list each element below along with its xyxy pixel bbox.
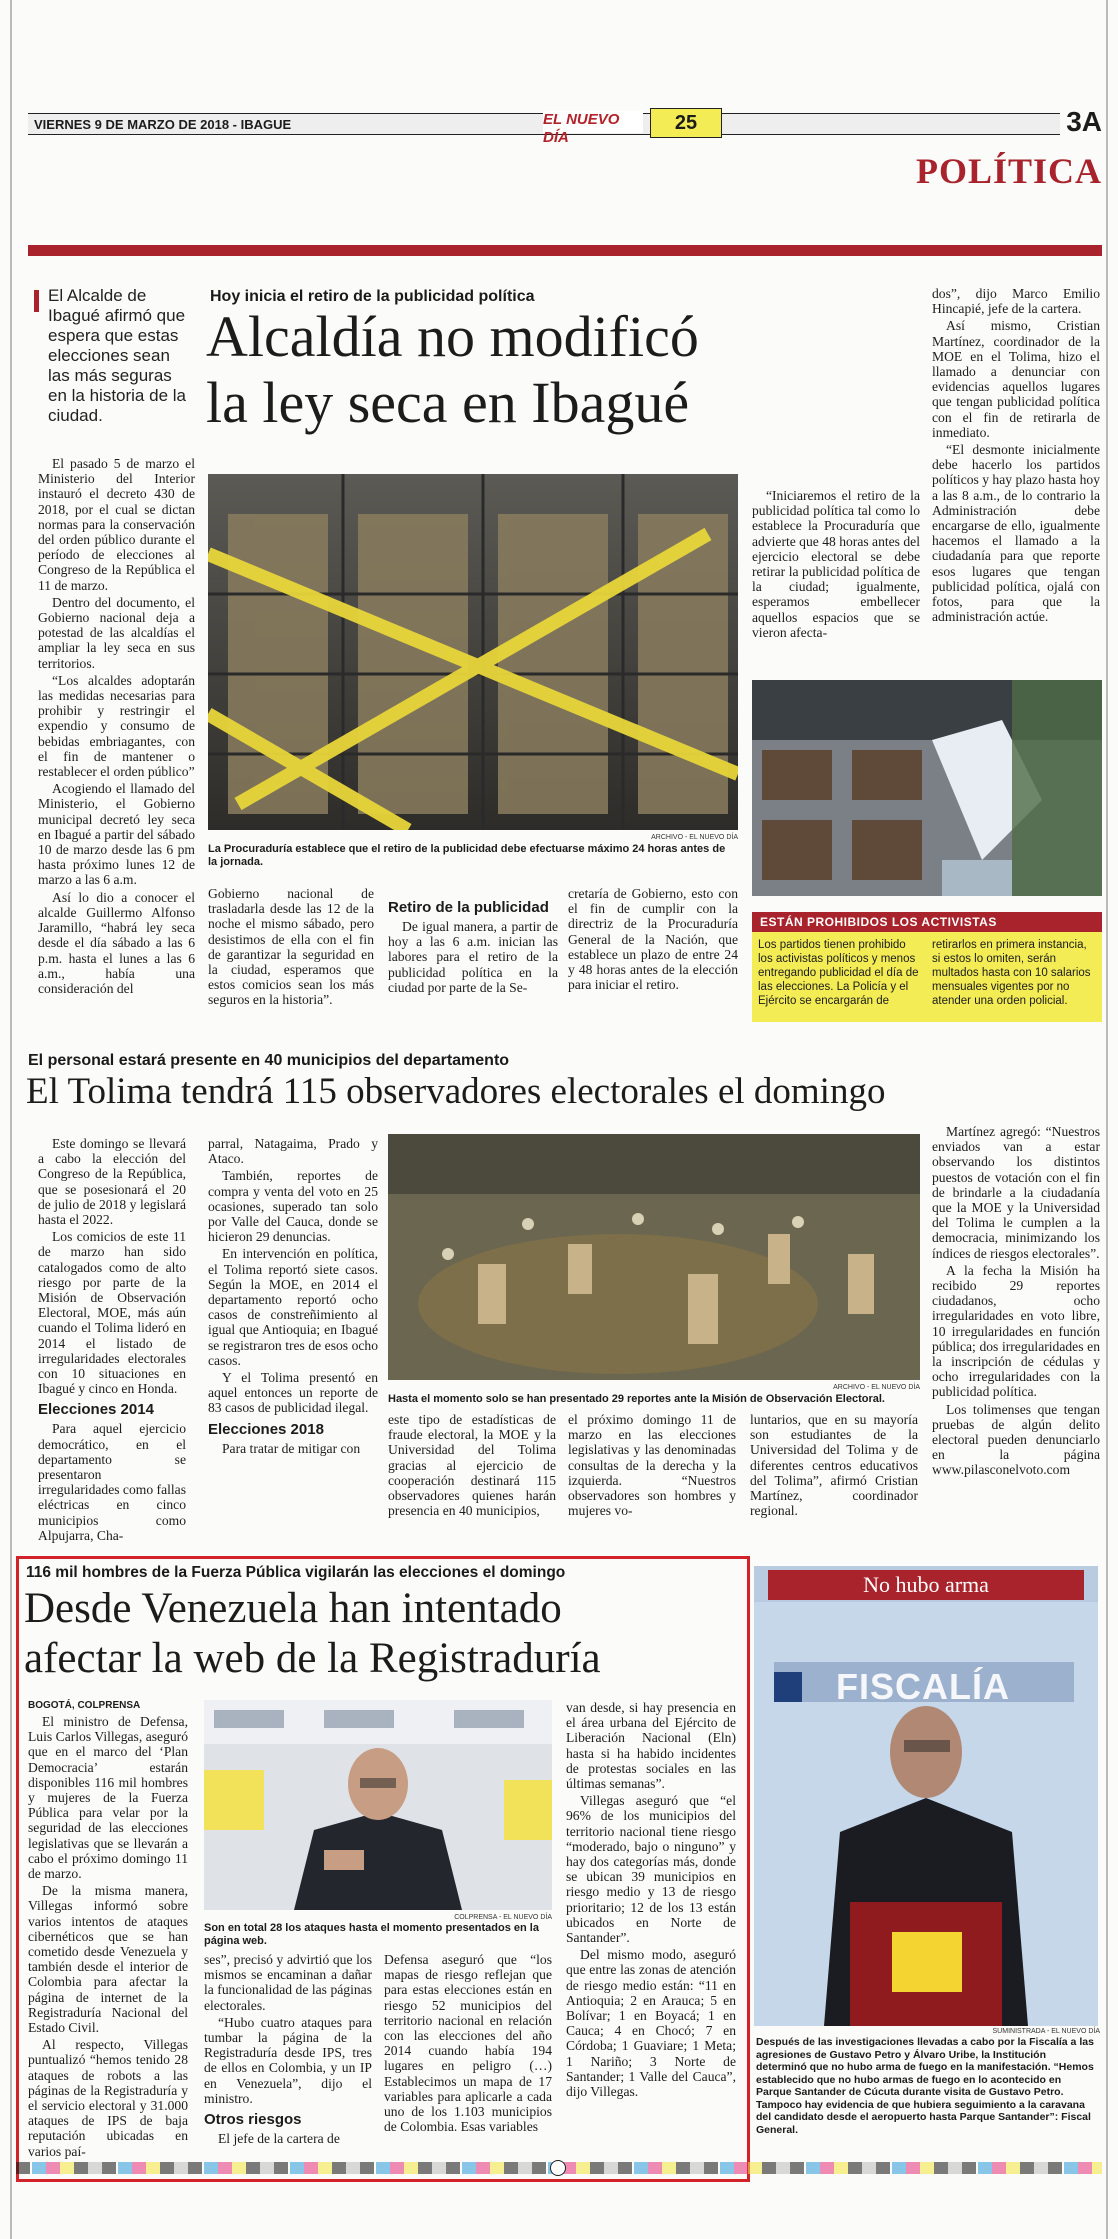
- paragraph: Para tratar de mitigar con: [222, 1440, 361, 1456]
- registration-mark-icon: [550, 2160, 566, 2176]
- story2-photo-caption: Hasta el momento solo se han presentado 29 reportes ante la Misión de Observación Electoral.: [388, 1393, 885, 1405]
- story2-headline: El Tolima tendrá 115 observadores electorales el domingo: [26, 1071, 886, 1112]
- headline-line: la ley seca en Ibagué: [206, 370, 690, 435]
- headline-line: afectar la web de la Registraduría: [24, 1635, 601, 1682]
- story1-bottom-col2: [388, 900, 558, 995]
- paragraph: Del mismo modo, aseguró que entre las zonas de atención de riesgo medio están: “11 en Antioquia; 2 en Arauca; 5 en Bolívar; 1 en Boyacá; 1 en Cauca; 4 en Chocó; 7 en Córdoba; 1 Guaviare; 1 Meta; 1 Nariño; 3 Norte de Santander; 1 Valle del Cauca”, dijo Villegas.: [566, 1947, 736, 2100]
- anniversary-number: 25: [674, 112, 698, 134]
- story1-mid-column: “Iniciaremos el retiro de la publicidad política tal como lo establece la Procuraduría que advierte que 48 horas antes del ejercicio electoral se debe retirar la publicidad política de la ciudad; igualmente, esperamos embellecer aquellos espacios que se vieron afecta-: [752, 488, 920, 640]
- story3-col1: [28, 1714, 188, 2161]
- story1-kicker: Hoy inicia el retiro de la publicidad política: [210, 288, 535, 305]
- paragraph: dos”, dijo Marco Emilio Hincapié, jefe de la cartera.: [932, 286, 1100, 317]
- story2-kicker: El personal estará presente en 40 municipios del departamento: [28, 1052, 510, 1069]
- story3-col3: Defensa aseguró que “los mapas de riesgo reflejan que para estas elecciones están en riesgo 52 municipios del territorio nacional en relación con las elecciones del año 2014 cuando había 194 lugares en peligro (…) Establecimos un mapa de 17 variables para aplicarle a cada uno de los 1.103 municipios de Colombia. Esas variables: [384, 1952, 552, 2135]
- paragraph: “Los alcaldes adoptarán las medidas necesarias para prohibir y restringir el expendio y consumo de bebidas embriagantes, con el fin de mantener o restablecer el orden público”: [38, 672, 195, 780]
- anniversary-logo: [650, 108, 722, 138]
- story4-photo-panel: [754, 1566, 1098, 2026]
- paragraph: “El desmonte inicialmente debe hacerlo los partidos políticos y hay plazo hasta hoy a las 8 a.m., de lo contrario la Administración debe encargarse de ello, igualmente hacemos el llamado a la ciudadanía para que reporte esos lugares que tengan publicidad política, ojalá con fotos, para que la administración actúe.: [932, 442, 1100, 625]
- story3-col4: [566, 1700, 736, 2101]
- paragraph: El ministro de Defensa, Luis Carlos Villegas, aseguró que en el marco del ‘Plan Democracia’ estarán disponibles 116 mil hombres y mujeres de la Fuerza Pública para velar por la seguridad de las elecciones legislativas que se llevarán a cabo el próximo domingo 11 de marzo.: [28, 1714, 188, 1882]
- paragraph: Este domingo se llevará a cabo la elección del Congreso de la República, que se posesionará el 20 de julio de 2018 y legislará hasta el 2022.: [38, 1136, 186, 1228]
- story1-left-column: [38, 456, 195, 998]
- story3-photo-caption: Son en total 28 los ataques hasta el momento presentados en la página web.: [204, 1922, 539, 1947]
- prohibited-box-col1: Los partidos tienen prohibido los activistas políticos y menos entregando publicidad el día de las elecciones. La Policía y el Ejército se encargarán de: [758, 939, 919, 1007]
- story3-photo-credit: COLPRENSA - EL NUEVO DÍA: [454, 1914, 552, 1921]
- paragraph: Dentro del documento, el Gobierno nacional deja a potestad de las alcaldías el ampliar la ley seca en sus territorios.: [38, 594, 195, 671]
- logo-text: EL NUEVO DÍA: [543, 111, 620, 146]
- minister-at-podium-image: [204, 1700, 552, 1910]
- paragraph: El jefe de la cartera de: [218, 2131, 340, 2147]
- story3-dateline: BOGOTÁ, COLPRENSA: [28, 1700, 141, 1711]
- paragraph: Los tolimenses que tengan pruebas de algún delito electoral pueden denunciarlo en la página www.pilasconelvoto.com: [932, 1401, 1100, 1478]
- scan-edge-left: [10, 0, 12, 2239]
- story1-photo-caption: La Procuraduría establece que el retiro de la publicidad debe efectuarse máximo 24 horas antes de la jornada.: [208, 843, 726, 868]
- paragraph: Así lo dio a conocer el alcalde Guillermo Alfonso Jaramillo, “habrá ley seca desde el día sábado a las 6 p.m. hasta el lunes a las 6 a.m., había una consideración del: [38, 889, 195, 996]
- paragraph: También, reportes de compra y venta del voto en 25 ocasiones, superado tan solo por Valle del Cauca, donde se hicieron 29 denuncias.: [208, 1168, 378, 1245]
- subhead-retiro: Retiro de la publicidad: [388, 899, 549, 916]
- story2-col3: este tipo de estadísticas de fraude electoral, la MOE y la Universidad del Tolima gracias al ejercicio de cooperación destinará 115 observadores quienes harán presencia en 40 municipios,: [388, 1412, 556, 1519]
- paragraph: ses”, precisó y advirtió que los mismos se encaminan a dañar la funcionalidad de las páginas electorales.: [204, 1952, 372, 2013]
- section-title: POLÍTICA: [915, 151, 1102, 191]
- paragraph: Acogiendo el llamado del Ministerio, el Gobierno municipal decretó ley seca en Ibagué a partir del sábado 10 de marzo desde las 6 pm hasta próximo lunes 12 de marzo a las 6 a.m.: [38, 781, 195, 888]
- page-number: 3A: [1060, 106, 1102, 138]
- paragraph: De igual manera, a partir de hoy a las 6 a.m. inician las labores para el retiro de la publicidad política en la ciudad por parte de la Se-: [388, 919, 558, 995]
- story1-bottom-col3: cretaría de Gobierno, esto con el fin de cumplir con la directriz de la Procuraduría General de la Nación, que establece un plazo de entre 24 y 48 horas antes de la elección para iniciar el retiro.: [568, 886, 738, 993]
- paragraph: En intervención en política, el Tolima reportó siete casos. Según la MOE, en 2014 el departamento reportó ocho casos de constreñimiento al igual que Antioquia; en Ibagué se registraron tres de esos ocho casos.: [208, 1246, 378, 1368]
- newspaper-logo: [543, 111, 643, 146]
- story1-headline: [206, 304, 699, 436]
- story2-col6: [932, 1124, 1100, 1480]
- story2-col5: luntarios, que en su mayoría son estudiantes de la Universidad del Tolima y de diferentes centros educativos del Tolima”, afirmó Cristian Martínez, coordinador regional.: [750, 1412, 918, 1519]
- story2-col4: el próximo domingo 11 de marzo en las elecciones legislativas y las denominadas consultas de la derecha y la izquierda. “Nuestros observadores son hombres y mujeres vo-: [568, 1412, 736, 1519]
- paragraph: Al respecto, Villegas puntualizó “hemos tenido 28 ataques de robots a las páginas de la Registraduría y el servicio electoral y 31.000 ataques de IPS de baja reputación ubicadas en varios paí-: [28, 2037, 188, 2159]
- paragraph: parral, Natagaima, Prado y Ataco.: [208, 1136, 378, 1167]
- paragraph: van desde, si hay presencia en el área urbana del Ejército de Liberación Nacional (Eln) hasta si ha habido incidentes de protestas sociales en las últimas semanas”.: [566, 1700, 736, 1792]
- building-banner-image: [752, 680, 1102, 896]
- paragraph: De la misma manera, Villegas informó sobre varios intentos de ataques cibernéticos que se han cometido desde Venezuela y también desde el interior de Colombia para afectar la página de internet de la Registraduría Nacional del Estado Civil.: [28, 1883, 188, 2036]
- story1-bottom-col1: Gobierno nacional de trasladarla desde las 12 de la noche el mismo sábado, pero desistimos de ella con el fin de garantizar la seguridad en la ciudad, esperamos que estos comicios sean los más seguros en la historia”.: [208, 886, 374, 1008]
- section-rule: [28, 245, 1102, 256]
- paragraph: “Hubo cuatro ataques para tumbar la página de la Registraduría desde IPS, tres de ellos en Colombia, y un IP en Venezuela”, dijo el ministro.: [204, 2014, 372, 2106]
- story4-title: No hubo arma: [768, 1570, 1084, 1600]
- prohibited-box-title: ESTÁN PROHIBIDOS LOS ACTIVISTAS: [752, 912, 1102, 932]
- subhead-otros-riesgos: Otros riesgos: [204, 2111, 302, 2129]
- paragraph: Los comicios de este 11 de marzo han sido catalogados como de alto riesgo por parte de la Misión de Observación Electoral, MOE, más aún cuando el Tolima lideró en 2014 el listado de irregularidades electorales con 10 situaciones en Ibagué y cinco en Honda.: [38, 1229, 186, 1397]
- lead-accent-bar: [34, 290, 39, 312]
- story3-kicker: 116 mil hombres de la Fuerza Pública vigilarán las elecciones el domingo: [26, 1564, 566, 1581]
- story2-col2: [208, 1136, 378, 1458]
- story2-photo-credit: ARCHIVO - EL NUEVO DÍA: [833, 1384, 920, 1391]
- paragraph: El pasado 5 de marzo el Ministerio del Interior instauró el decreto 430 de 2018, por el cual se dictan normas para la conservación del orden público durante el período de elecciones al Congreso de la República el 11 de marzo.: [38, 456, 195, 593]
- subhead-elecciones-2018: Elecciones 2018: [208, 1420, 324, 1438]
- story2-photo-voting: [388, 1134, 920, 1380]
- paragraph: Villegas aseguró que “el 96% de los municipios del territorio nacional tiene riesgo “moderado, bajo o ninguno” y hay dos categorías más, donde se ubican 39 municipios en riesgo medio y 13 de riesgo prioritario; 12 de los 13 están ubicados en Norte de Santander”.: [566, 1793, 736, 1946]
- paragraph: Así mismo, Cristian Martínez, coordinador de la MOE en el Tolima, hizo el llamado a denunciar con evidencias aquellos lugares que tengan publicidad política con el fin de retirarla de inmediato.: [932, 318, 1100, 440]
- backdrop-logo-text: FISCALÍA: [836, 1666, 1010, 1707]
- scan-edge-right: [1106, 0, 1108, 2239]
- story4-caption: Después de las investigaciones llevadas a cabo por la Fiscalía a las agresiones de Gustavo Petro y Álvaro Uribe, la Institución determinó que no hubo arma de fuego en la manifestación. “Hemos establecido que no hubo armas de fuego en lo acontecido en Parque Santander de Cúcuta durante visita de Gustavo Petro. Tampoco hay evidencia de que hubiera seguimiento a la caravana del candidato desde el aeropuerto hasta Parque Santander”: Fiscal General.: [756, 2036, 1094, 2136]
- fridge-tape-image: [208, 474, 738, 830]
- headline-line: Alcaldía no modificó: [206, 304, 699, 369]
- story1-sidebar-lead: El Alcalde de Ibagué afirmó que espera que estas elecciones sean las más seguras en la historia de la ciudad.: [48, 286, 186, 425]
- voting-hall-image: [388, 1134, 920, 1380]
- story1-photo-fridge: [208, 474, 738, 830]
- paragraph: Para aquel ejercicio democrático, en el departamento se presentaron irregularidades como fallas eléctricas en cinco municipios como Alpujarra, Cha-: [38, 1421, 186, 1543]
- story1-sidebar-lead-box: [34, 286, 192, 426]
- page-header: [28, 106, 1102, 146]
- story3-photo-minister: [204, 1700, 552, 1910]
- story1-photo-building: [752, 680, 1102, 896]
- story2-col1: [38, 1136, 186, 1545]
- paragraph: Martínez agregó: “Nuestros enviados van a estar observando los distintos puestos de votación con el fin de brindarle a la ciudadanía que la MOE y la Universidad del Tolima le cumplen a la democracia, minimizando los índices de riesgos electorales”.: [932, 1124, 1100, 1261]
- paragraph: Y el Tolima presentó en aquel entonces un reporte de 83 casos de publicidad ilegal.: [208, 1370, 378, 1416]
- story4-photo-credit: SUMINISTRADA - EL NUEVO DÍA: [992, 2028, 1100, 2035]
- story3-headline: [24, 1584, 601, 1684]
- story1-photo-credit: ARCHIVO - EL NUEVO DÍA: [651, 834, 738, 841]
- prohibited-box-col2: retirarlos en primera instancia, si estos lo omiten, serán multados hasta con 10 salarios mensuales vigentes por no atender una orden policial.: [932, 939, 1091, 1007]
- story1-right-column: [932, 286, 1100, 626]
- headline-line: Desde Venezuela han intentado: [24, 1585, 562, 1632]
- prohibited-box: [752, 912, 1102, 1022]
- paragraph: A la fecha la Misión ha recibido 29 reportes ciudadanos, ocho irregularidades en voto libre, 10 irregularidades en función pública; dos irregularidades en la inscripción de cédulas y ocho irregularidades con la publicidad política.: [932, 1262, 1100, 1400]
- story3-col2: [204, 1952, 372, 2148]
- subhead-elecciones-2014: Elecciones 2014: [38, 1401, 154, 1419]
- header-date: VIERNES 9 DE MARZO DE 2018 - IBAGUE: [34, 117, 292, 132]
